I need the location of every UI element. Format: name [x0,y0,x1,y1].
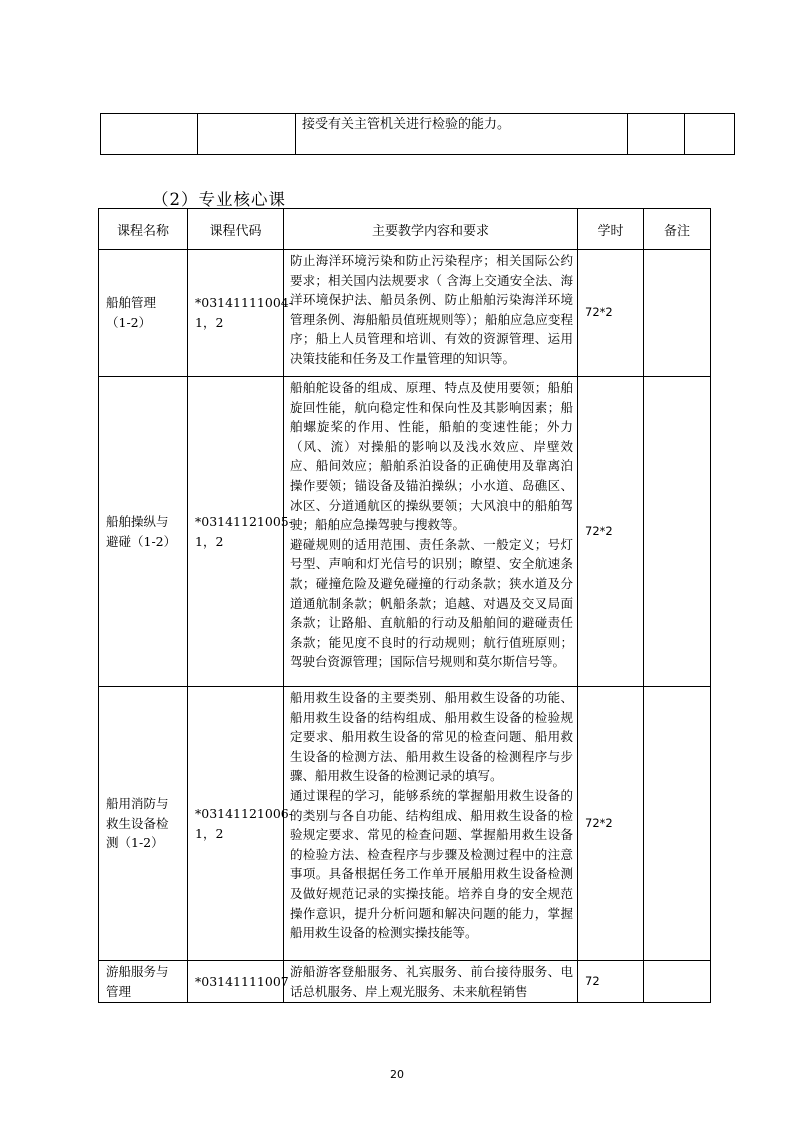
course-hours: 72*2 [578,377,644,687]
table-cell [685,114,735,155]
table-cell [198,114,296,155]
section-heading: （2）专业核心课 [152,190,286,209]
continued-table [100,113,735,155]
table-row [99,250,711,377]
course-content [284,377,578,687]
content-paragraph: 避碰规则的适用范围、责任条款、一般定义；号灯号型、声响和灯光信号的识别；瞭望、安全航速条款；碰撞危险及避免碰撞的行动条款；狭水道及分道通航制条款；帆船条款；追越、对遇及交叉局面条款；让路船、直航船的行动及船舶间的避碰责任条款；能见度不良时的行动规则；航行值班原则；驾驶台资源管理；国际信号规则和莫尔斯信号等。 [290,536,573,670]
page-number: 20 [390,1068,404,1081]
table-row [99,961,711,1003]
course-name: 船舶操纵与避碰（1-2） [99,377,188,687]
table-row [99,687,711,961]
course-content [284,961,578,1003]
header-content: 主要教学内容和要求 [284,209,578,250]
content-cell: 接受有关主管机关进行检验的能力。 [296,114,628,155]
course-code: *03141121005-1，2 [188,377,284,687]
course-name: 船舶管理（1-2） [99,250,188,377]
table-row [101,114,735,155]
course-name: 游船服务与管理 [99,961,188,1003]
course-code: *03141111007 [188,961,284,1003]
content-paragraph: 游船游客登船服务、礼宾服务、前台接待服务、电话总机服务、岸上观光服务、未来航程销售 [290,964,573,999]
course-notes [644,687,711,961]
course-notes [644,250,711,377]
course-code: *03141121006-1，2 [188,687,284,961]
course-name: 船用消防与救生设备检测（1-2） [99,687,188,961]
core-courses-table [98,208,711,1003]
content-paragraph: 防止海洋环境污染和防止污染程序；相关国际公约要求；相关国内法规要求（ 含海上交通安全法、海洋环境保护法、船员条例、防止船舶污染海洋环境管理条例、海船船员值班规则等）；船舶应急应变程序；船上人员管理和培训、有效的资源管理、运用决策技能和任务及工作量管理的知识等。 [290,253,573,366]
course-hours: 72 [578,961,644,1003]
header-course-code: 课程代码 [188,209,284,250]
course-notes [644,961,711,1003]
course-code: *03141111004-1，2 [188,250,284,377]
header-course-name: 课程名称 [99,209,188,250]
course-content [284,250,578,377]
header-hours: 学时 [578,209,644,250]
table-row [99,377,711,687]
course-hours: 72*2 [578,687,644,961]
course-content [284,687,578,961]
header-notes: 备注 [644,209,711,250]
content-paragraph: 船用救生设备的主要类别、船用救生设备的功能、船用救生设备的结构组成、船用救生设备的检验规定要求、船用救生设备的常见的检查问题、船用救生设备的检测方法、船用救生设备的检测程序与步骤、船用救生设备的检测记录的填写。 [290,690,573,784]
table-header-row [99,209,711,250]
table-cell [101,114,198,155]
content-paragraph: 船舶舵设备的组成、原理、特点及使用要领；船舶旋回性能，航向稳定性和保向性及其影响因素；船舶螺旋桨的作用、性能，船舶的变速性能；外力（风、流）对操船的影响以及浅水效应、岸壁效应、船间效应；船舶系泊设备的正确使用及靠离泊操作要领；锚设备及锚泊操纵；小水道、岛礁区、冰区、分道通航区的操纵要领；大风浪中的船舶驾驶；船舶应急操驾驶与搜救等。 [290,380,573,533]
course-notes [644,377,711,687]
content-paragraph: 通过课程的学习，能够系统的掌握船用救生设备的的类别与各自功能、结构组成、船用救生设备的检验规定要求、常见的检查问题、掌握船用救生设备的检验方法、检查程序与步骤及检测过程中的注意事项。具备根据任务工作单开展船用救生设备检测及做好规范记录的实操技能。培养自身的安全规范操作意识，提升分析问题和解决问题的能力，掌握船用救生设备的检测实操技能等。 [290,787,573,941]
table-cell [628,114,685,155]
course-hours: 72*2 [578,250,644,377]
